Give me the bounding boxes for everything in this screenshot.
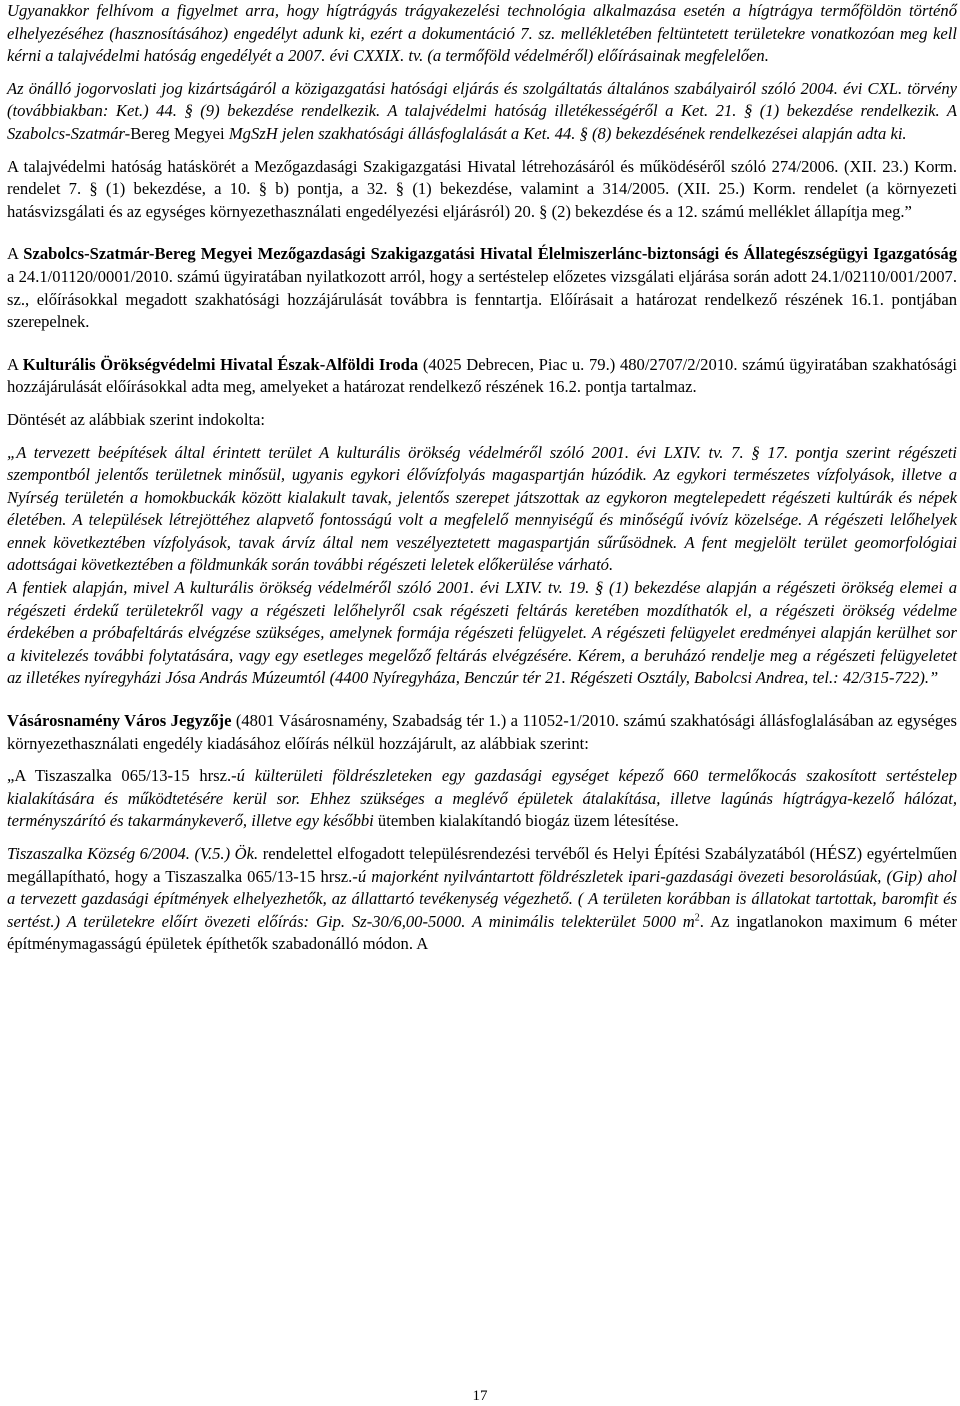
paragraph-talajvedelmi-engedely: Ugyanakkor felhívom a figyelmet arra, hogy hígtrágyás trágyakezelési technológia alkalmazása esetén a hígtrágya termőföldön történő elhelyezéséhez (hasznosításához) engedélyt adunk ki, ezért a dokumentáció 7. sz. mellékletében feltüntetett területekre vonatkozóan meg kell kérni a talajvédelmi hatóság engedélyét a 2007. évi CXXIX. tv. (a termőföld védelméről) előírásainak megfelelően. [7, 1, 957, 66]
paragraph-rendezesi-terv-c: -ú majorként nyilvántartott földrészl [352, 866, 597, 886]
paragraph-jogorvoslat-end: MgSzH jelen szakhatósági állásfoglalását a Ket. 44. § (8) bekezdésének rendelkezései alapján adta ki. [224, 123, 907, 143]
page-number: 17 [472, 1388, 488, 1404]
paragraph-kulturalis-prefix: A [7, 354, 23, 374]
document-page [7, 0, 957, 956]
paragraph-regeszeti-felugyelet: A fentiek alapján, mivel A kulturális örökség védelméről szóló 2001. évi LXIV. tv. 19. § (1) bekezdése alapján a régészeti örökség elemei a régészeti érdekű területekről vagy a régészeti lelőhelyről csak régészeti feltárás keretében mozdíthatók el, a régészeti örökség védelme érdekében a próbafeltárás elvégzése szükséges, amelynek formája régészeti felügyelet. A régészeti felügyelet eredményei alapján kerülhet sor a kivitelezés további folytatására, vagy egy esetleges megelőző feltárás elvégzésére. Kérem, a beruházó rendelje meg a régészeti felügyeletet az illetékes nyíregyházi Jósa András Múzeumtól (4400 Nyíregyháza, Benczúr tér 21. Régészeti Osztály, Babolcsi Andrea, tel.: 42/315-722).” [7, 578, 957, 688]
paragraph-rendezesi-terv-e: . Az ingatlanokon maximum 6 méter építménymagasságú épületek építhetők szabadonálló módon. A [7, 911, 957, 954]
paragraph-jegyzo [7, 710, 957, 755]
paragraph-elelmiszerlanc-text: a 24.1/01120/0001/2010. számú ügyiratában nyilatkozott arról, hogy a sertéstelep előzetes vizsgálati eljárása során adott 24.1/02110/001/2007. sz., előírásokkal megadott szakhatósági hozzájárulását továbbra is fenntartja. Előírásait a határozat rendelkező részének 16.1. pontjában szerepelnek. [7, 266, 957, 332]
paragraph-hataskor: A talajvédelmi hatóság hatáskörét a Mezőgazdasági Szakigazgatási Hivatal létrehozásáról és működéséről szóló 274/2006. (XII. 23.) Korm. rendelet 7. § (1) bekezdése, a 10. § b) pontja, a 32. § (1) bekezdése, valamint a 314/2005. (XII. 25.) Korm. rendelet (a környezeti hatásvizsgálati és az egységes környezethasználati engedélyezési eljárásról) 20. § (2) bekezdése és a 12. számú melléklet állapítja meg.” [7, 156, 957, 221]
paragraph-tiszaszalka-start: „A Tiszaszalka 065/13-15 hrsz. [7, 766, 232, 786]
paragraph-indoklas-quote: „A tervezett beépítések által érintett terület A kulturális örökség védelméről szóló 2001. évi LXIV. tv. 7. § 17. pontja szerint régészeti szempontból jelentős területnek minősül, ugyanis egykori élővízfolyás magaspartján húzódik. Az egykori természetes vízfolyások, illetve a Nyírség területén a homokbuckák között kialakult tavak, jelentős szerepet játszottak az egykoron megtelepedett régészeti kultúrák és népek életében. A települések létrejöttéhez alapvető fontosságú volt a megfelelő mennyiségű és minőségű ivóvíz közelsége. A régészeti lelőhelyek ennek következtében vízfolyások, tavak árvíz által nem veszélyeztetett magaspartján sűrűsödnek. A fent megjelölt terület geomorfológiai adottságai következtében a földmunkák során további régészeti leletek előkerülése várható. [7, 442, 957, 575]
authority-name-jegyzo: Vásárosnamény Város Jegyzője [7, 711, 232, 731]
paragraph-indoklas-intro: Döntését az alábbiak szerint indokolta: [7, 409, 266, 429]
paragraph-jogorvoslat [7, 78, 957, 146]
paragraph-rendezesi-terv-b: rendelettel elfogadott településrendezési tervéből és Helyi Építési Szabályzatából (HÉSZ) egyértelműen megállapítható, hogy a Tiszaszalka 065/13-15 hrsz. [7, 844, 957, 886]
paragraph-jogorvoslat-normal: Bereg Megyei [130, 123, 225, 143]
authority-name-elelmiszerlanc: Szabolcs-Szatmár-Bereg Megyei Mezőgazdasági Szakigazgatási Hivatal Élelmiszerlánc-biztonsági és Állategészségügyi Igazgatóság [23, 244, 957, 264]
paragraph-tiszaszalka-end: ütemben kialakítandó biogáz üzem létesítése. [373, 811, 679, 831]
paragraph-elelmiszerlanc [7, 243, 957, 333]
paragraph-rendezesi-terv [7, 843, 957, 956]
paragraph-rendezesi-terv-a: Tiszaszalka Község 6/2004. (V.5.) Ök. [7, 844, 259, 863]
paragraph-rendezesi-terv-d: etek ipari-gazdasági övezeti besorolásúak, (Gip) ahol a tervezett gazdasági építmények elhelyezhetők, az állattartó tevékenység végezhető. ( A területen korábban is állatokat tartottak, baromfit és sertést.) A területekre előírt övezeti előírás: Gip. Sz-30/6,00-5000. A minimális telekterület 5000 m [7, 866, 957, 931]
paragraph-kulturalis [7, 354, 957, 399]
superscript-square: 2 [694, 912, 700, 924]
paragraph-kulturalis-text: (4025 Debrecen, Piac u. 79.) 480/2707/2/2010. számú ügyiratában szakhatósági hozzájárulását előírásokkal adta meg, amelyeket a határozat rendelkező részének 16.2. pontja tartalmaz. [7, 354, 958, 397]
paragraph-jegyzo-text: (4801 Vásárosnamény, Szabadság tér 1.) a 11052-1/2010. számú szakhatósági állásfoglalásában az egységes környezethasználati engedély kiadásához előírás nélkül hozzájárult, az alábbiak szerint: [7, 711, 957, 753]
paragraph-tiszaszalka-italic: -ú külterületi földrészleteken egy gazdasági egységet képező 660 termelőkocás szakosított sertéstelep kialakítására és működtetésére kerül sor. Ehhez szükséges a meglévő épületek átalakítása, illetve lagúnás hígtrágya-kezelő hálózat, terményszárító és takarmánykeverő, illetve egy későbbi [7, 766, 958, 831]
authority-name-kulturalis: Kulturális Örökségvédelmi Hivatal Észak-Alföldi Iroda [22, 354, 419, 374]
paragraph-tiszaszalka-sertestelep [7, 765, 957, 833]
paragraph-jogorvoslat-text: Az önálló jogorvoslati jog kizártságáról a közigazgatási hatósági eljárás és szolgáltatás általános szabályairól szóló 2004. évi CXL. törvény (továbbiakban: Ket.) 44. § (9) bekezdése rendelkezik. A talajvédelmi hatóság illetékességéről a Ket. 21. § (1) bekezdése rendelkezik. A Szabolcs-Szatmár- [7, 78, 957, 143]
paragraph-elelmiszerlanc-prefix: A [7, 244, 24, 264]
